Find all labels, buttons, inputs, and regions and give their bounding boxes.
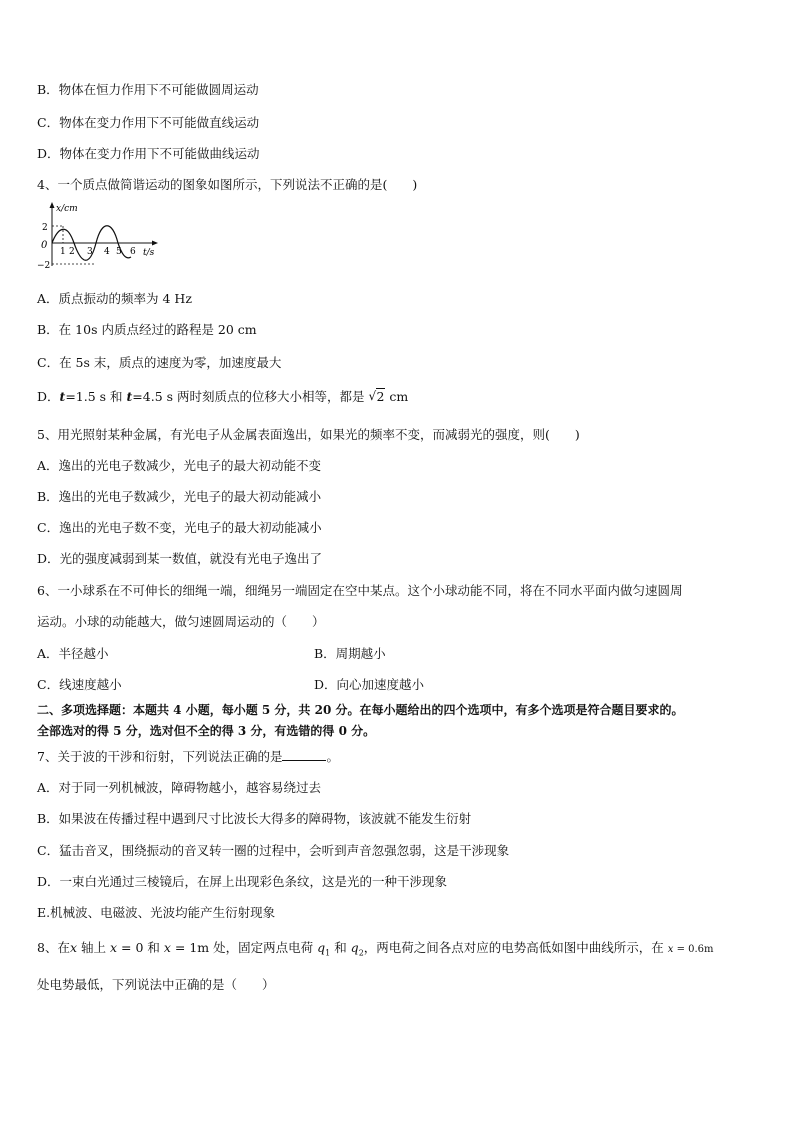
q7-option-b: B．如果波在传播过程中遇到尺寸比波长大得多的障碍物，该波就不能发生衍射	[37, 811, 472, 826]
graph-x-tick-1: 1	[60, 247, 66, 257]
q4-d-unit: cm	[385, 389, 409, 404]
q8-text-6: ，两电荷之间各点对应的电势高低如图中曲线所示，在	[363, 940, 668, 955]
radicand: 2	[376, 389, 385, 404]
q6-option-b: B．周期越小	[314, 646, 386, 661]
graph-x-tick-6: 6	[130, 247, 136, 257]
radical-sign: √	[368, 389, 377, 403]
q8-text-4: = 1m 处，固定两点电荷	[170, 940, 318, 955]
answer-blank	[282, 748, 326, 761]
q8-var-x: x	[69, 940, 78, 955]
q5-option-a: A．逸出的光电子数减少，光电子的最大初动能不变	[37, 458, 322, 473]
graph-y-arrow	[50, 202, 55, 208]
q3-option-d: D．物体在变力作用下不可能做曲线运动	[37, 146, 260, 161]
q8-text-1: 8、在	[37, 940, 70, 955]
q4-d-mid1: =1.5 s 和	[65, 389, 127, 404]
q6-stem-line1: 6、一小球系在不可伸长的细绳一端，细绳另一端固定在空中某点。这个小球动能不同，将在不同水平面内做匀速圆周	[37, 583, 683, 598]
q6-option-c: C．线速度越小	[37, 677, 122, 692]
q4-d-t2: t	[126, 389, 133, 404]
q8-var-x: x	[667, 944, 674, 955]
graph-x-tick-3: 3	[87, 247, 93, 257]
q8-sub-1: 1	[325, 948, 331, 958]
graph-x-tick-5: 5	[116, 247, 122, 257]
q8-text-5: 和	[330, 940, 351, 955]
q3-option-c: C．物体在变力作用下不可能做直线运动	[37, 115, 260, 130]
q4-option-b: B．在 10s 内质点经过的路程是 20 cm	[37, 322, 257, 337]
q4-d-t1: t	[59, 389, 66, 404]
q8-stem-line2: 处电势最低，下列说法中正确的是（ ）	[37, 977, 275, 992]
q6-option-d: D．向心加速度越小	[314, 677, 425, 692]
graph-x-tick-4: 4	[104, 247, 110, 257]
graph-x-label: t/s	[143, 248, 155, 258]
graph-y-tick-2: 2	[42, 223, 48, 233]
q8-var-x: x	[163, 940, 171, 955]
q5-option-b: B．逸出的光电子数减少，光电子的最大初动能减小	[37, 489, 322, 504]
q4-shm-graph	[36, 200, 166, 272]
q7-option-a: A．对于同一列机械波，障碍物越小，越容易绕过去	[37, 780, 322, 795]
graph-y-label: x/cm	[56, 204, 78, 214]
graph-origin: 0	[41, 240, 48, 251]
q4-option-d	[37, 389, 408, 405]
q5-stem: 5、用光照射某种金属，有光电子从金属表面逸出，如果光的频率不变，而减弱光的强度，则( )	[37, 427, 580, 442]
q6-stem-line2: 运动。小球的动能越大，做匀速圆周运动的（ ）	[37, 614, 325, 629]
q4-option-a: A．质点振动的频率为 4 Hz	[37, 291, 192, 306]
section2-instructions-line1: 二、多项选择题：本题共 4 小题，每小题 5 分，共 20 分。在每小题给出的四个选项中，有多个选项是符合题目要求的。	[37, 703, 684, 717]
q8-text-2: 轴上	[77, 940, 110, 955]
q7-stem-text: 7、关于波的干涉和衍射，下列说法正确的是	[37, 749, 283, 764]
q8-sub-2: 2	[358, 948, 364, 958]
q8-text-3: = 0 和	[117, 940, 164, 955]
q7-option-c: C．猛击音叉，围绕振动的音叉转一圈的过程中，会听到声音忽强忽弱，这是干涉现象	[37, 843, 510, 858]
sqrt-symbol	[369, 389, 386, 405]
q8-var-q2: q	[350, 940, 359, 955]
graph-y-tick-neg2: −2	[37, 261, 51, 271]
q3-option-b: B．物体在恒力作用下不可能做圆周运动	[37, 82, 259, 97]
section2-instructions-line2: 全部选对的得 5 分，选对但不全的得 3 分，有选错的得 0 分。	[37, 724, 376, 738]
q8-stem-line1	[37, 940, 714, 962]
q8-var-q1: q	[317, 940, 326, 955]
graph-x-tick-2: 2	[69, 247, 75, 257]
q7-stem-end: 。	[326, 749, 339, 764]
q5-option-d: D．光的强度减弱到某一数值，就没有光电子逸出了	[37, 551, 323, 566]
q4-d-prefix: D．	[37, 389, 60, 404]
q7-option-d: D．一束白光通过三棱镜后，在屏上出现彩色条纹，这是光的一种干涉现象	[37, 874, 448, 889]
q4-option-c: C．在 5s 末，质点的速度为零，加速度最大	[37, 355, 282, 370]
q8-var-x: x	[109, 940, 118, 955]
q6-option-a: A．半径越小	[37, 646, 109, 661]
q7-stem	[37, 748, 339, 765]
q4-stem: 4、一个质点做简谐运动的图象如图所示，下列说法不正确的是( )	[37, 177, 418, 192]
q8-text-7: = 0.6m	[673, 944, 714, 955]
q7-option-e: E.机械波、电磁波、光波均能产生衍射现象	[37, 905, 276, 920]
q4-d-mid2: =4.5 s 两时刻质点的位移大小相等，都是	[132, 389, 369, 404]
graph-x-arrow	[152, 241, 158, 246]
q5-option-c: C．逸出的光电子数不变，光电子的最大初动能减小	[37, 520, 322, 535]
